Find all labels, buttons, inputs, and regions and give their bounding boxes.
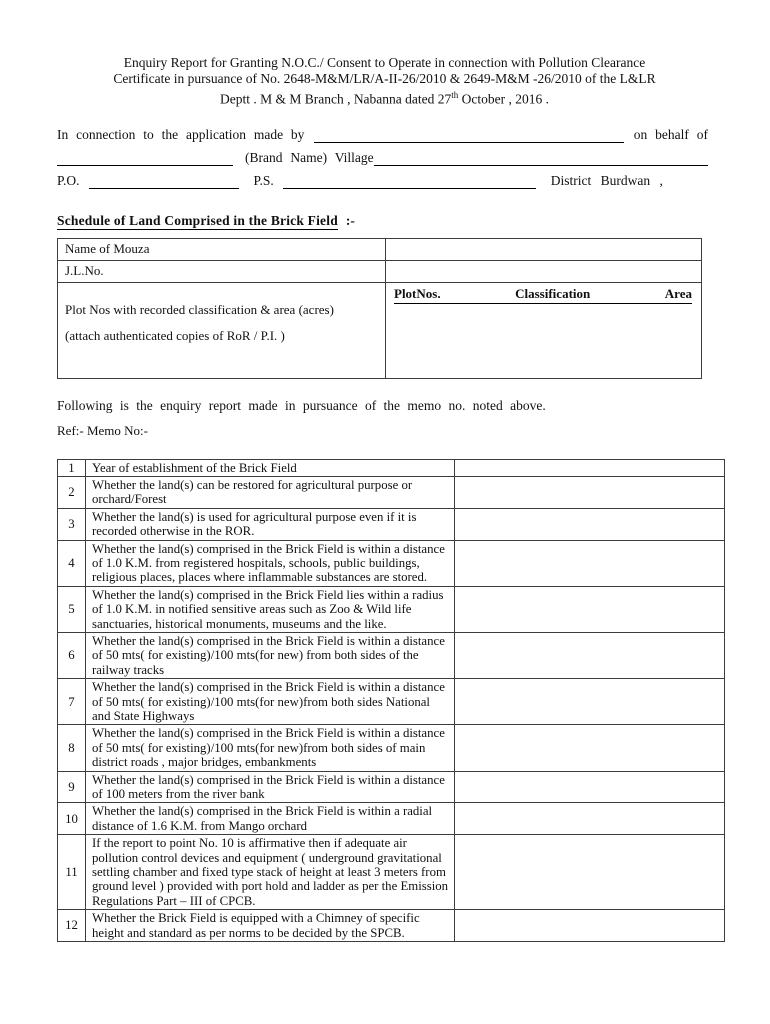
enquiry-question: If the report to point No. 10 is affirmative then if adequate air pollution control devices and equipment ( underground gravitational settling chamber and fixed type stack of height at least 3 meters from ground level ) provided with port hold and ladder as per the Emission Regulations Part – III of CPCB. <box>85 835 454 910</box>
schedule-row-mouza <box>58 238 702 260</box>
enquiry-row <box>58 835 725 910</box>
enquiry-answer-cell <box>455 459 725 476</box>
enquiry-row <box>58 476 725 508</box>
enquiry-row-number: 1 <box>58 459 86 476</box>
enquiry-question: Whether the land(s) comprised in the Brick Field is within a distance of 50 mts( for existing)/100 mts(for new)from both sides National and State Highways <box>85 679 454 725</box>
enquiry-answer-cell <box>455 679 725 725</box>
title-line-3-superscript: th <box>451 90 459 100</box>
enquiry-answer-cell <box>455 771 725 803</box>
plot-label-line-2: (attach authenticated copies of RoR / P.I. ) <box>65 327 285 343</box>
ps-label: P.S. <box>253 172 274 188</box>
enquiry-row-number: 3 <box>58 508 86 540</box>
plot-column-headers <box>394 286 692 304</box>
ps-blank <box>283 174 536 189</box>
title-line-2: Certificate in pursuance of No. 2648-M&M/LR/A-II-26/2010 & 2649-M&M -26/2010 of the L&LR <box>113 71 656 86</box>
intro-line-3 <box>57 166 708 189</box>
mouza-label-cell: Name of Mouza <box>58 238 386 260</box>
intro-line-2 <box>57 143 708 166</box>
schedule-heading-text: Schedule of Land Comprised in the Brick Field <box>57 212 338 228</box>
enquiry-row <box>58 632 725 678</box>
enquiry-row-number: 4 <box>58 540 86 586</box>
intro-line1-text: In connection to the application made by <box>57 126 305 142</box>
title-line-3-pre: Deptt . M & M Branch , Nabanna dated 27 <box>219 91 452 107</box>
schedule-heading-suffix: :- <box>345 212 355 228</box>
jlno-label-cell: J.L.No. <box>58 260 386 282</box>
intro-line-1 <box>57 120 708 143</box>
enquiry-row <box>58 725 725 771</box>
enquiry-row <box>58 679 725 725</box>
enquiry-question: Year of establishment of the Brick Field <box>85 459 454 476</box>
enquiry-answer-cell <box>455 508 725 540</box>
schedule-row-jlno <box>58 260 702 282</box>
enquiry-answer-cell <box>455 725 725 771</box>
enquiry-answer-cell <box>455 476 725 508</box>
enquiry-question: Whether the land(s) comprised in the Brick Field lies within a radius of 1.0 K.M. in notified sensitive areas such as Zoo & Wild life sanctuaries, historical monuments, museums and the like. <box>85 586 454 632</box>
intro-paragraph <box>57 120 712 189</box>
enquiry-row <box>58 540 725 586</box>
po-label: P.O. <box>57 172 80 188</box>
schedule-heading <box>57 213 712 229</box>
enquiry-row <box>58 508 725 540</box>
ref-memo-text: Ref:- Memo No:- <box>57 422 148 438</box>
plot-label-line-1: Plot Nos with recorded classification & area (acres) <box>65 301 334 317</box>
po-blank <box>89 174 239 189</box>
enquiry-row-number: 7 <box>58 679 86 725</box>
enquiry-answer-cell <box>455 835 725 910</box>
enquiry-row-number: 2 <box>58 476 86 508</box>
village-blank <box>374 151 708 166</box>
enquiry-answer-cell <box>455 803 725 835</box>
enquiry-question: Whether the land(s) comprised in the Brick Field is within a distance of 100 meters from the river bank <box>85 771 454 803</box>
enquiry-question: Whether the land(s) is used for agricultural purpose even if it is recorded otherwise in the ROR. <box>85 508 454 540</box>
enquiry-row <box>58 910 725 942</box>
plotnos-header: PlotNos. <box>394 285 441 301</box>
enquiry-row-number: 9 <box>58 771 86 803</box>
following-text: Following is the enquiry report made in pursuance of the memo no. noted above. <box>57 397 546 413</box>
enquiry-question: Whether the land(s) comprised in the Brick Field is within a distance of 50 mts( for existing)/100 mts(for new)from both sides of main district roads , major bridges, embankments <box>85 725 454 771</box>
district-label: District Burdwan , <box>550 172 663 188</box>
enquiry-answer-cell <box>455 586 725 632</box>
enquiry-row-number: 12 <box>58 910 86 942</box>
enquiry-row-number: 10 <box>58 803 86 835</box>
enquiry-answer-cell <box>455 540 725 586</box>
classification-header: Classification <box>515 285 591 301</box>
brand-name-village-label: (Brand Name) Village <box>245 149 374 165</box>
title-line-3-post: October , 2016 . <box>458 91 550 107</box>
enquiry-row-number: 5 <box>58 586 86 632</box>
schedule-table <box>57 238 702 379</box>
mouza-value-cell <box>386 238 702 260</box>
schedule-row-plots <box>58 282 702 378</box>
enquiry-question: Whether the land(s) comprised in the Brick Field is within a radial distance of 1.6 K.M. from Mango orchard <box>85 803 454 835</box>
jlno-value-cell <box>386 260 702 282</box>
enquiry-row-number: 6 <box>58 632 86 678</box>
document-title <box>57 55 712 108</box>
area-header: Area <box>664 285 692 301</box>
intro-line1-suffix: on behalf of <box>633 126 708 142</box>
enquiry-row <box>58 771 725 803</box>
enquiry-answer-cell <box>455 910 725 942</box>
title-line-1: Enquiry Report for Granting N.O.C./ Consent to Operate in connection with Pollution Clearance <box>123 55 646 70</box>
applicant-name-blank <box>314 128 623 143</box>
enquiry-question: Whether the land(s) comprised in the Brick Field is within a distance of 1.0 K.M. from registered hospitals, schools, public buildings, religious places, places where inflammable substances are stored. <box>85 540 454 586</box>
plot-label-cell <box>58 282 386 378</box>
on-behalf-of-blank <box>57 151 233 166</box>
enquiry-row <box>58 803 725 835</box>
enquiry-question: Whether the Brick Field is equipped with a Chimney of specific height and standard as per norms to be decided by the SPCB. <box>85 910 454 942</box>
enquiry-row-number: 8 <box>58 725 86 771</box>
enquiry-table <box>57 459 725 943</box>
enquiry-row-number: 11 <box>58 835 86 910</box>
enquiry-question: Whether the land(s) can be restored for agricultural purpose or orchard/Forest <box>85 476 454 508</box>
page-content <box>57 0 712 942</box>
enquiry-question: Whether the land(s) comprised in the Brick Field is within a distance of 50 mts( for existing)/100 mts(for new) from both sides of the railway tracks <box>85 632 454 678</box>
enquiry-row <box>58 586 725 632</box>
title-line-3 <box>57 87 712 108</box>
enquiry-answer-cell <box>455 632 725 678</box>
plot-value-cell <box>386 282 702 378</box>
enquiry-row <box>58 459 725 476</box>
